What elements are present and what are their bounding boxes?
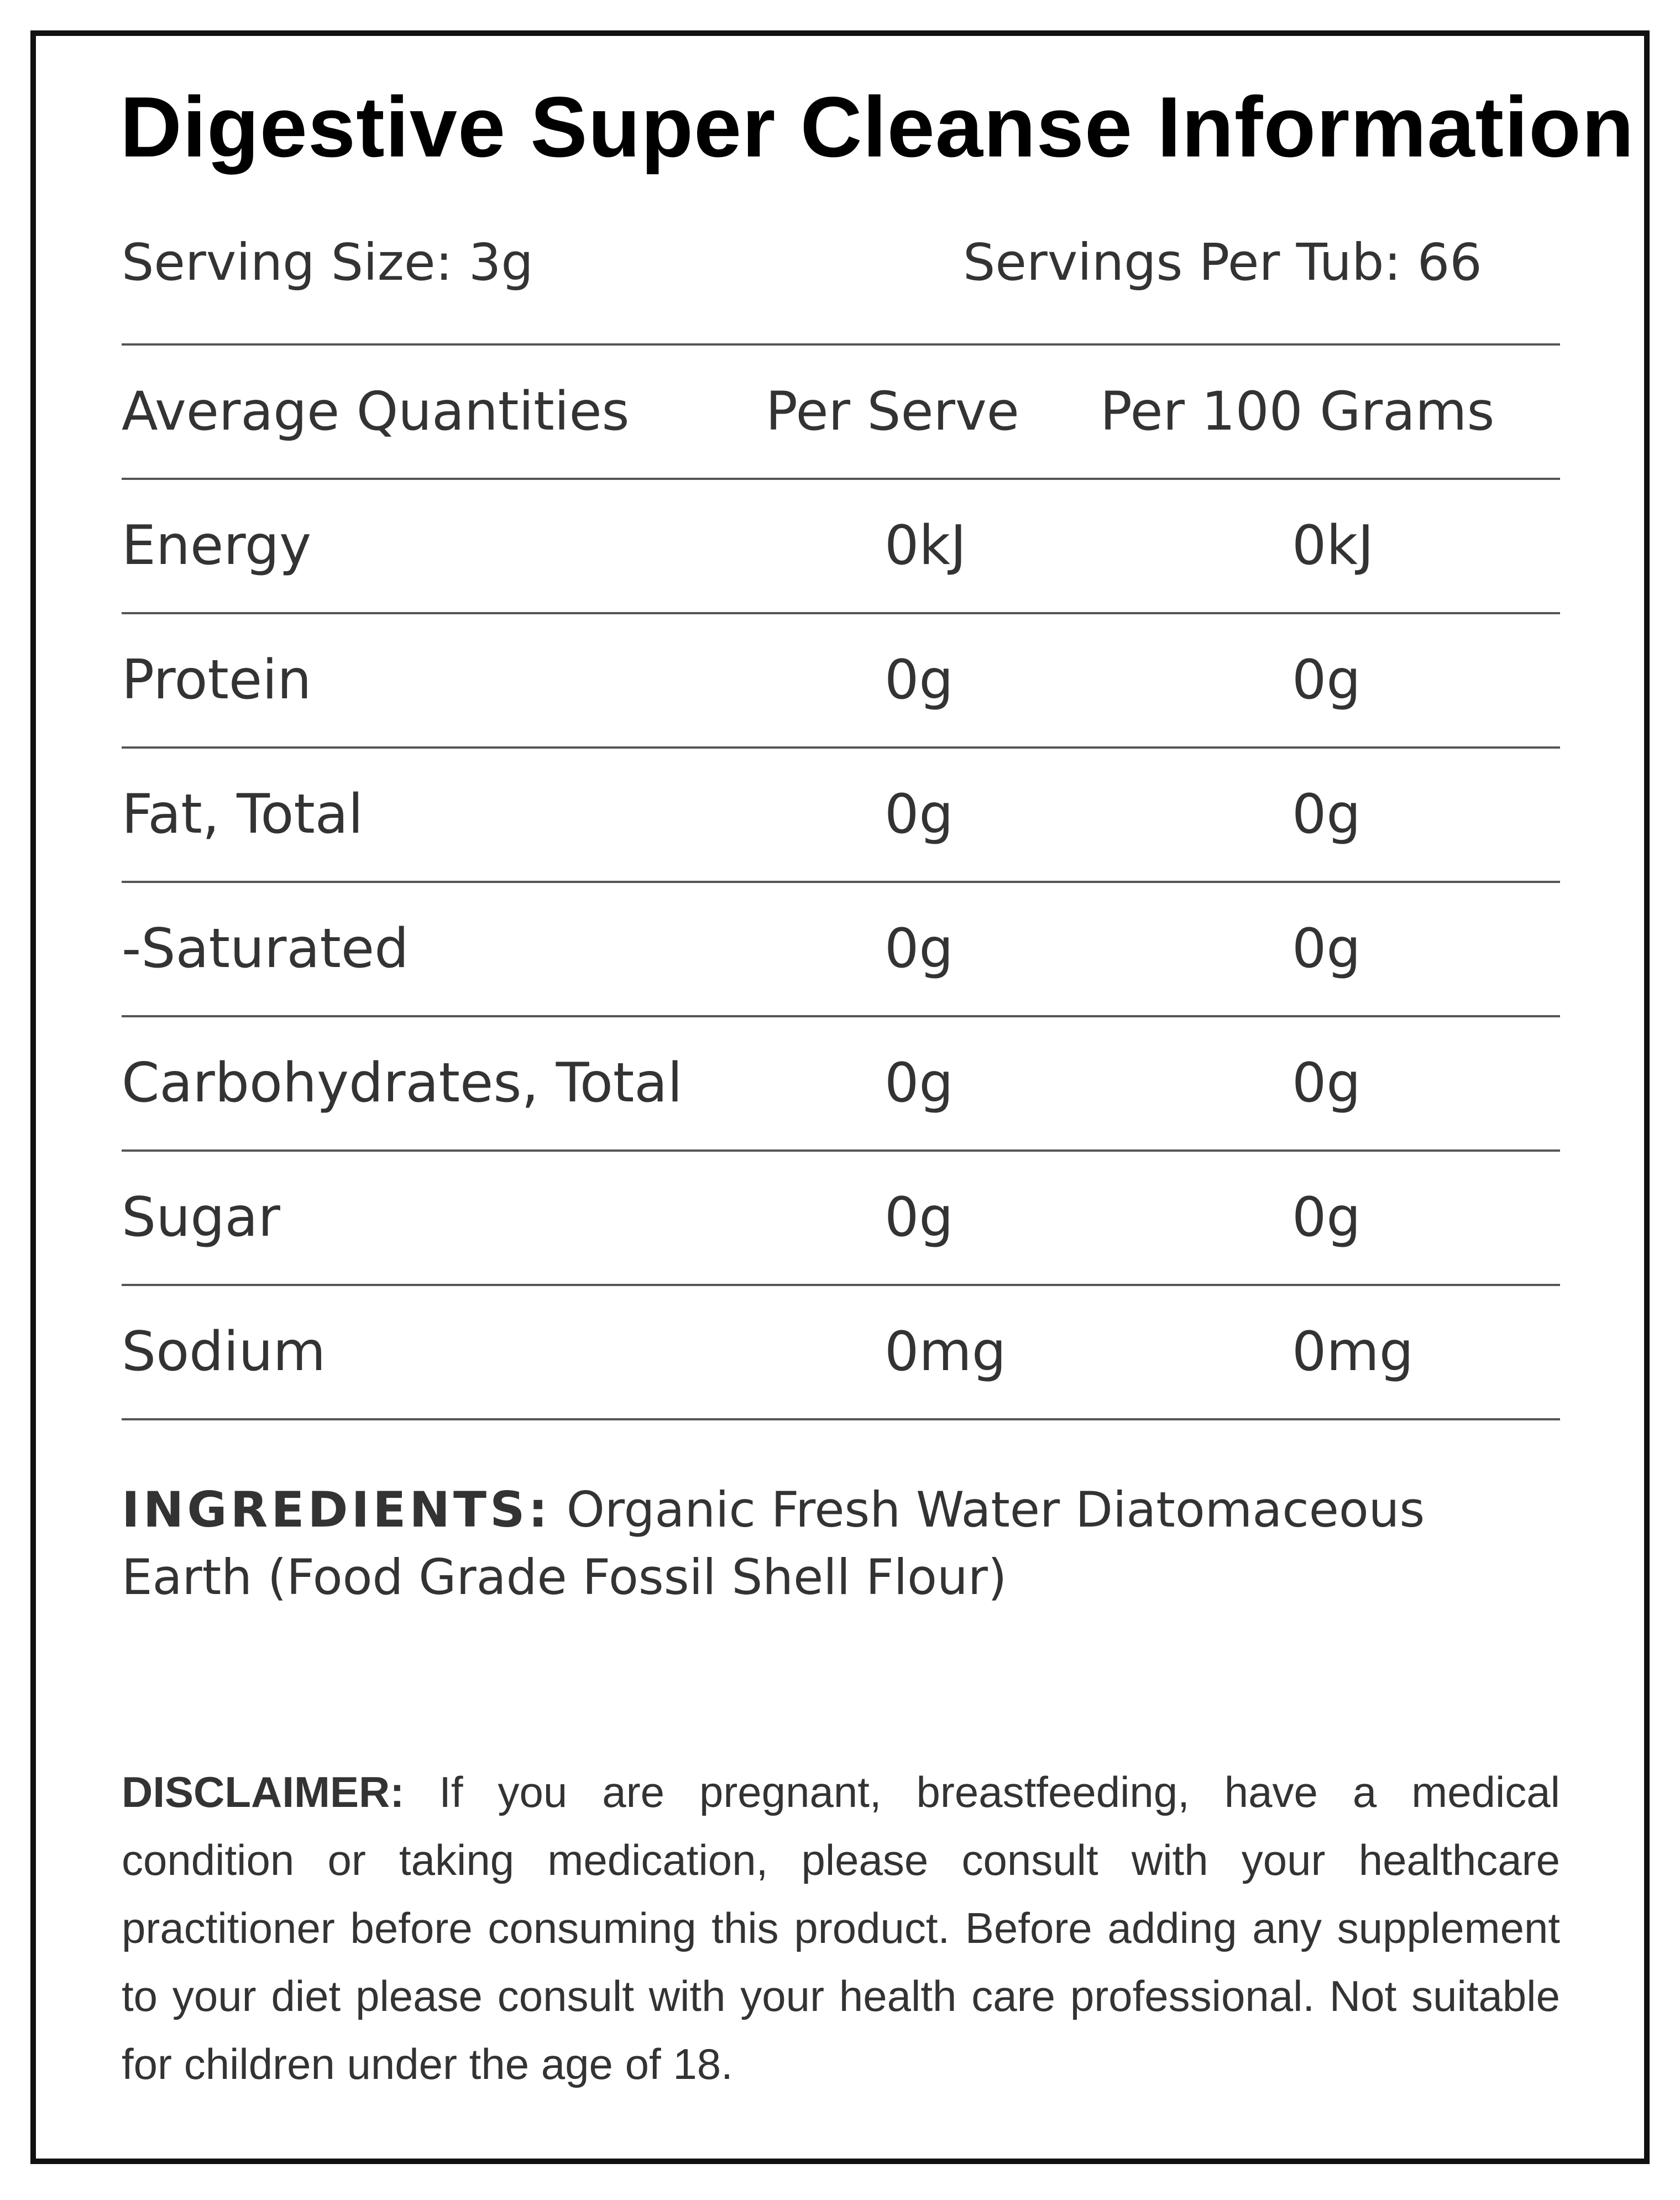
row-per-100: 0g	[1292, 1186, 1361, 1249]
serving-info	[122, 227, 1560, 299]
header-average-quantities: Average Quantities	[122, 380, 630, 442]
row-per-serve: 0g	[885, 783, 954, 846]
row-label: Sodium	[122, 1320, 326, 1383]
row-per-100: 0g	[1292, 917, 1361, 980]
row-per-100: 0g	[1292, 649, 1361, 712]
disclaimer-label: DISCLAIMER:	[122, 1768, 405, 1816]
row-label: Carbohydrates, Total	[122, 1052, 683, 1115]
table-row-protein	[122, 614, 1560, 749]
table-row-fat-total	[122, 749, 1560, 883]
row-per-serve: 0g	[885, 1052, 954, 1115]
row-label: -Saturated	[122, 917, 409, 980]
row-label: Energy	[122, 514, 312, 577]
row-per-100: 0kJ	[1292, 514, 1374, 577]
nutrition-table	[122, 346, 1560, 1420]
row-label: Protein	[122, 649, 312, 712]
table-row-carbohydrates	[122, 1017, 1560, 1152]
ingredients-text: Organic Fresh Water Diatomaceous Earth (Food Grade Fossil Shell Flour)	[122, 1481, 1425, 1606]
row-per-100: 0mg	[1292, 1320, 1414, 1383]
header-per-100-grams: Per 100 Grams	[1100, 380, 1495, 442]
row-per-serve: 0kJ	[885, 514, 967, 577]
serving-size: Serving Size: 3g	[122, 233, 533, 292]
row-per-100: 0g	[1292, 783, 1361, 846]
table-header-row	[122, 346, 1560, 480]
disclaimer-section	[122, 1758, 1560, 2098]
table-row-sugar	[122, 1152, 1560, 1286]
row-per-serve: 0g	[885, 917, 954, 980]
table-row-saturated	[122, 883, 1560, 1017]
servings-per-tub: Servings Per Tub: 66	[963, 233, 1482, 292]
row-label: Fat, Total	[122, 783, 364, 846]
disclaimer-text: If you are pregnant, breastfeeding, have a medical condition or taking medication, please consult with your healthcare practitioner before consuming this product. Before adding any supplement to your diet please consult with your health care professional. Not suitable for children under the age of 18.	[122, 1768, 1560, 2088]
page-title: Digestive Super Cleanse Information	[120, 79, 1635, 175]
row-per-100: 0g	[1292, 1052, 1361, 1115]
table-row-sodium	[122, 1286, 1560, 1420]
row-label: Sugar	[122, 1186, 280, 1249]
ingredients-section	[122, 1476, 1560, 1611]
row-per-serve: 0g	[885, 1186, 954, 1249]
row-per-serve: 0g	[885, 649, 954, 712]
row-per-serve: 0mg	[885, 1320, 1007, 1383]
header-per-serve: Per Serve	[766, 380, 1019, 442]
ingredients-label: INGREDIENTS:	[122, 1481, 551, 1538]
table-row-energy	[122, 480, 1560, 614]
